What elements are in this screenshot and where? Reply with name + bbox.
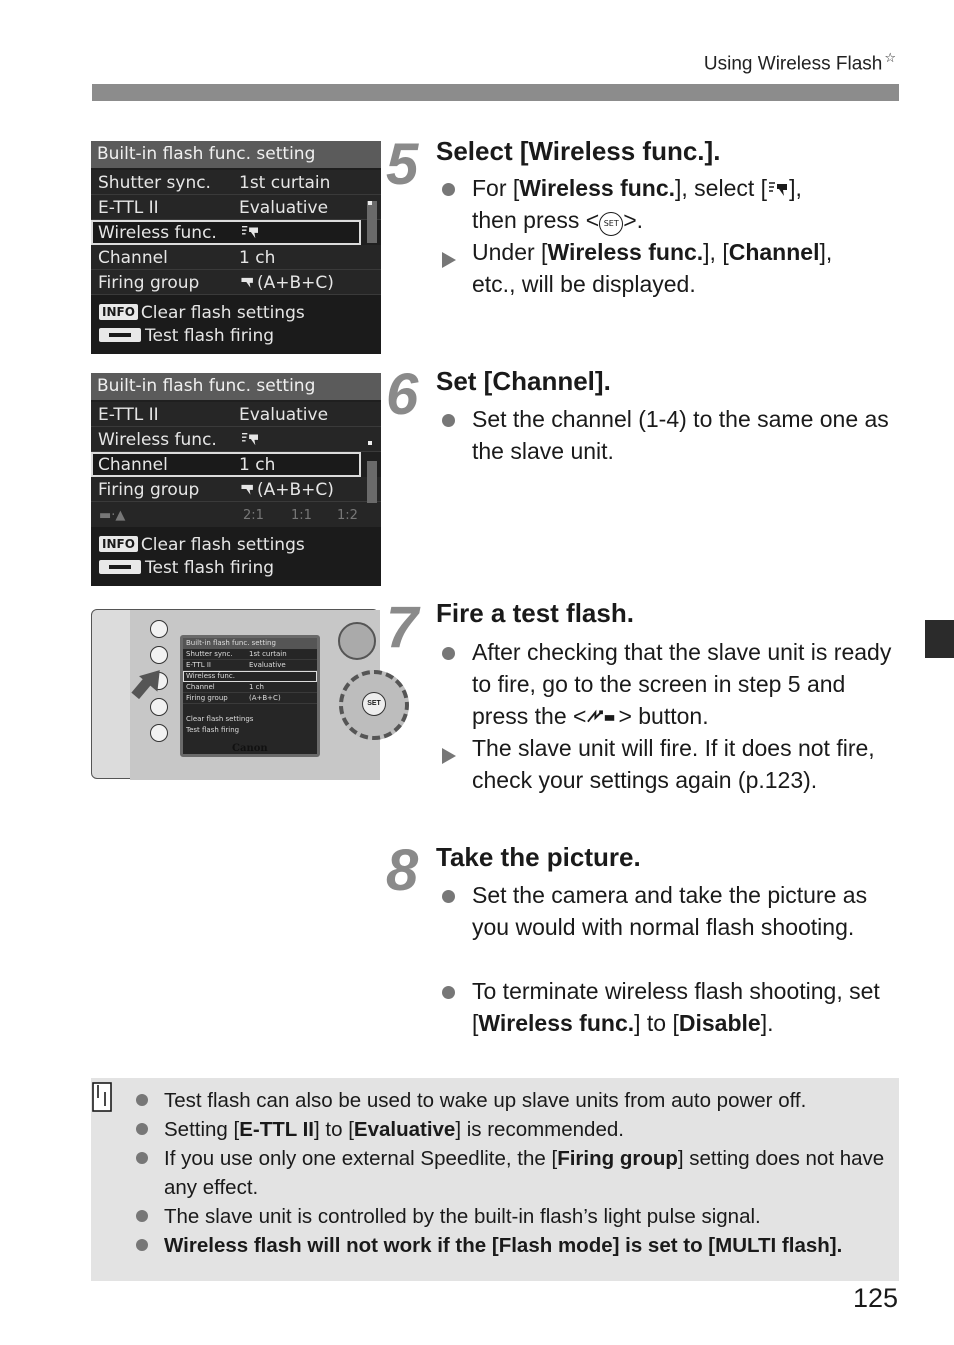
result-bullet: Under [Wireless func.], [Channel], etc., will be displayed. [436,236,906,300]
header-bar [92,84,899,101]
bullet-dot-icon [442,890,455,903]
lcd-row: E-TTL II Evaluative [91,402,381,427]
bullet-dot-icon [136,1239,148,1251]
ratio-icon: ▬·▲ [99,508,126,523]
bullet-dot-icon [136,1152,148,1164]
note-item: Setting [E-TTL II] to [Evaluative] is recommended. [136,1115,886,1144]
flash-group-icon [239,274,257,290]
bullet-dot-icon [442,183,455,196]
set-button-icon: SET [362,692,386,716]
note-item: Test flash can also be used to wake up slave units from auto power off. [136,1086,886,1115]
step-number: 8 [386,838,419,903]
page-header-title: Using Wireless Flash ☆ [703,50,896,75]
wireless-flash-icon [239,224,261,240]
memo-icon [91,1080,115,1114]
test-flash-button-icon [99,328,141,342]
lcd-row: E-TTL II Evaluative [91,195,381,220]
chapter-tab [925,620,954,658]
mode-lever-icon [338,622,376,660]
test-flash-button-icon [99,560,141,574]
instruction-bullet: After checking that the slave unit is ready to fire, go to the screen in step 5 and press the < > button. [436,636,906,732]
lcd-row: Channel 1 ch [91,245,381,270]
wireless-flash-icon [767,180,789,198]
info-badge: INFO [99,536,138,552]
instruction-bullet: For [Wireless func.], select [ ], then press < SET >. [436,172,906,236]
step-number: 5 [386,132,419,197]
lcd-row: Shutter sync. 1st curtain [91,170,381,195]
ratio-row: ▬·▲ 2:1 1:1 1:2 [91,502,381,529]
bullet-dot-icon [136,1210,148,1222]
note-item: The slave unit is controlled by the built-in flash’s light pulse signal. [136,1202,886,1231]
camera-lcd: Built-in flash func. setting Shutter sync. 1st curtain E-TTL II Evaluative Wireless func. Channel 1 ch Firing group (A+B+C) Clear flash settings Test flash firing [180,635,320,757]
info-button-icon [150,724,168,742]
note-item-warning: Wireless flash will not work if the [Flash mode] is set to [MULTI flash]. [136,1231,886,1260]
lcd-row-selected: Wireless func. [91,220,361,245]
step-number: 6 [386,362,419,427]
star-icon: ☆ [884,50,896,65]
menu-button-icon [150,620,168,638]
lcd-row: Firing group (A+B+C) [91,270,381,295]
page-number: 125 [852,1283,898,1313]
result-arrow-icon [442,748,456,764]
lcd-scrollbar [367,461,377,503]
erase-button-icon [150,698,168,716]
scroll-dot [368,441,372,445]
step-number: 7 [386,595,419,660]
info-badge: INFO [99,304,138,320]
instruction-bullet: Set the channel (1-4) to the same one as the slave unit. [436,403,906,467]
step-title: Take the picture. [436,842,641,872]
flash-group-icon [239,481,257,497]
flash-button-icon [150,646,168,664]
bullet-dot-icon [442,647,455,660]
step-title: Select [Wireless func.]. [436,136,721,166]
bullet-dot-icon [136,1094,148,1106]
clear-flash-settings: INFO Clear flash settings [91,303,381,326]
lcd-row: Firing group (A+B+C) [91,477,381,502]
bullet-dot-icon [442,986,455,999]
instruction-bullet: To terminate wireless flash shooting, set [Wireless func.] to [Disable]. [436,975,906,1039]
note-item: If you use only one external Speedlite, the [Firing group] setting does not have any effect. [136,1144,886,1202]
wireless-flash-icon [239,431,261,447]
lcd-screen-channel [91,373,381,586]
scroll-dot [368,201,372,205]
camera-back-illustration [91,609,379,779]
set-button-icon: SET [599,212,623,236]
bullet-dot-icon [136,1123,148,1135]
lcd-row: Wireless func. [91,427,381,452]
test-flash-button-icon [586,708,618,726]
lcd-title: Built-in flash func. setting [91,141,381,168]
clear-flash-settings: INFO Clear flash settings [91,535,381,558]
lcd-title: Built-in flash func. setting [91,373,381,400]
lcd-row-selected: Channel 1 ch [91,452,361,477]
camera-brand: Canon [232,743,268,754]
result-bullet: The slave unit will fire. If it does not fire, check your settings again (p.123). [436,732,906,796]
lcd-scrollbar [367,201,377,243]
bullet-dot-icon [442,414,455,427]
test-flash-firing: Test flash firing [91,558,381,581]
instruction-bullet: Set the camera and take the picture as you would with normal flash shooting. [436,879,906,943]
result-arrow-icon [442,252,456,268]
test-flash-firing: Test flash firing [91,326,381,349]
step-title: Fire a test flash. [436,598,634,628]
step-title: Set [Channel]. [436,366,611,396]
lcd-screen-wireless-func [91,141,381,354]
